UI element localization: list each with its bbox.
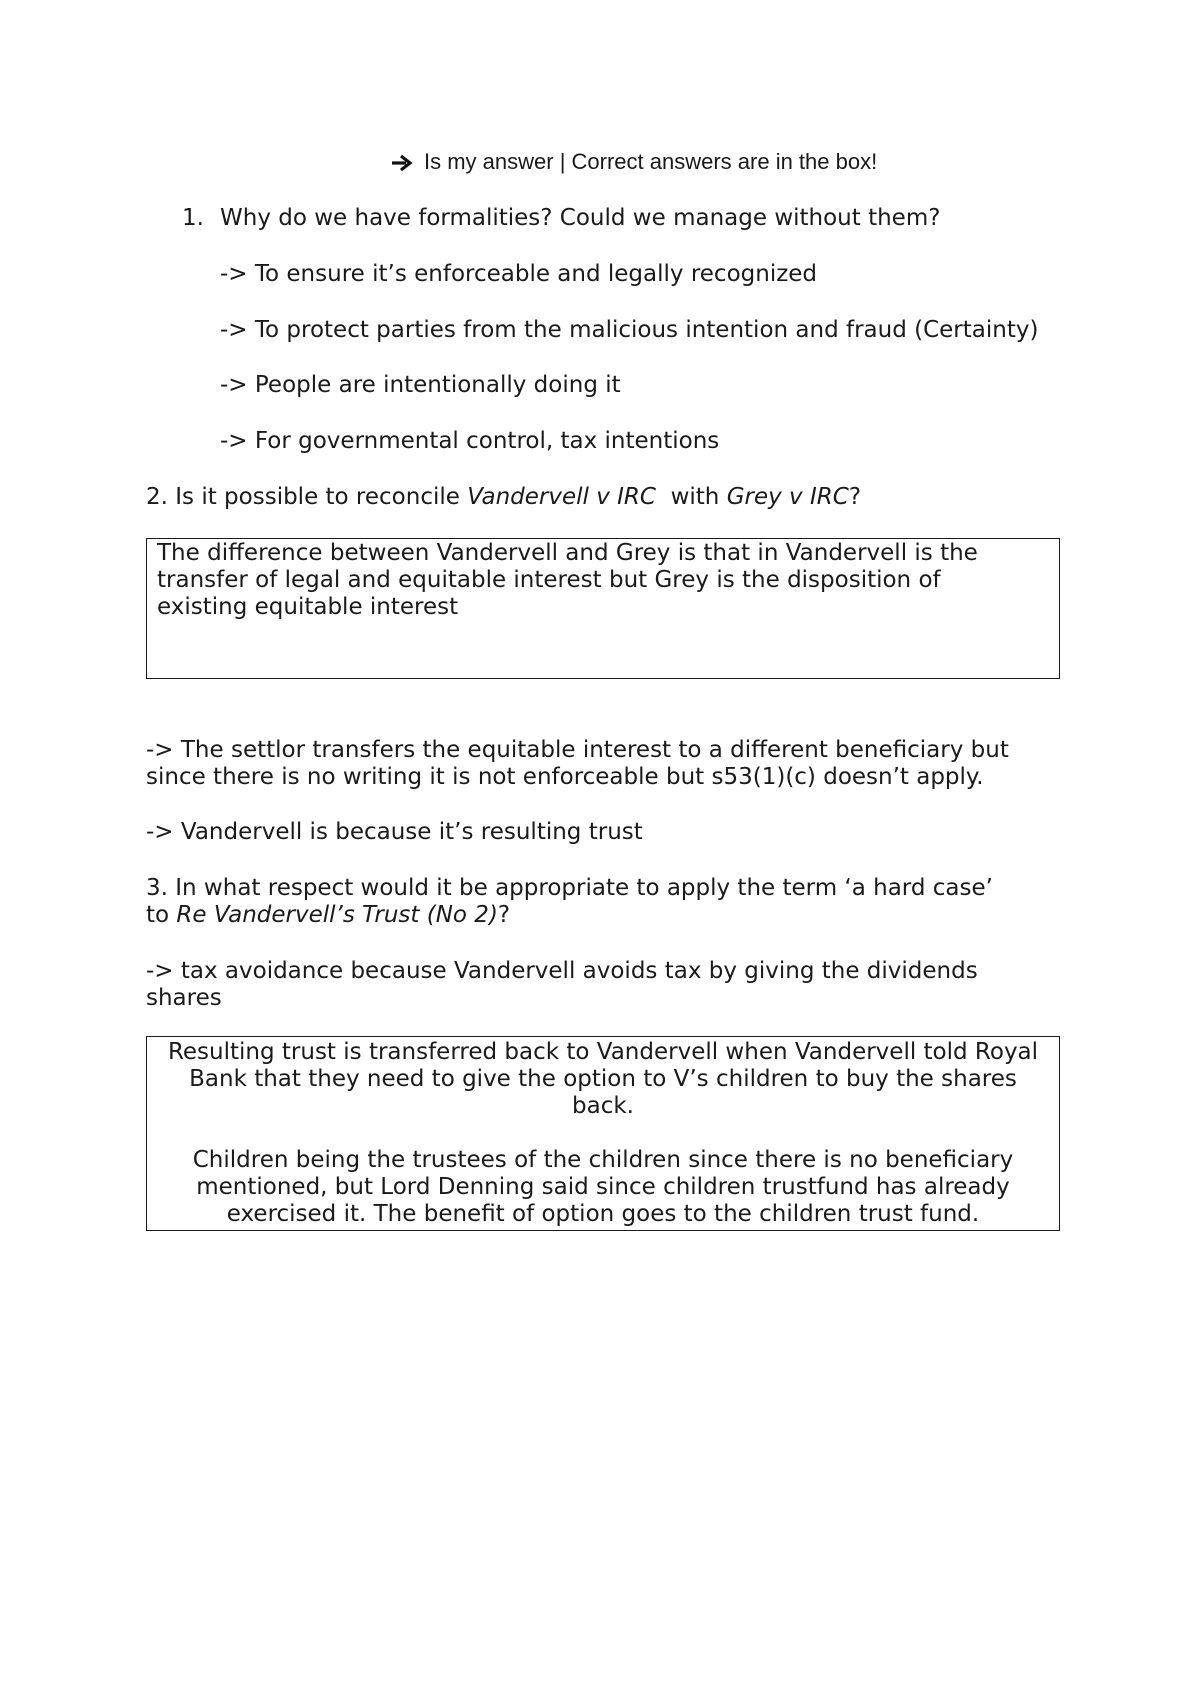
q1-answer-2: -> To protect parties from the malicious intention and fraud (Certainty) xyxy=(220,317,1039,343)
q3-box-line: Bank that they need to give the option to V’s children to buy the shares xyxy=(189,1066,1017,1092)
q3-box-line: back. xyxy=(572,1093,634,1119)
q2-box-line: existing equitable interest xyxy=(157,594,459,620)
q1-answer-1: -> To ensure it’s enforceable and legally recognized xyxy=(220,261,818,287)
q3-box-line: mentioned, but Lord Denning said since children trustfund has already xyxy=(196,1174,1010,1200)
q2-box-line: The difference between Vandervell and Grey is that in Vandervell is the xyxy=(157,540,978,566)
q2-case-vandervell: Vandervell v IRC xyxy=(467,484,656,510)
q3-answer-line-1: -> tax avoidance because Vandervell avoids tax by giving the dividends xyxy=(146,958,978,984)
q3-box-line: exercised it. The benefit of option goes to the children trust fund. xyxy=(226,1201,980,1227)
q1-number: 1. xyxy=(182,205,204,231)
q3-question-line-1: 3. In what respect would it be appropriate to apply the term ‘a hard case’ xyxy=(146,875,993,901)
q2-answer-1-line-1: -> The settlor transfers the equitable interest to a different beneficiary but xyxy=(146,737,1009,763)
q3-answer-line-2: shares xyxy=(146,985,222,1011)
q2-answer-2: -> Vandervell is because it’s resulting trust xyxy=(146,819,643,845)
page-header xyxy=(390,148,877,176)
header-text: Is my answer | Correct answers are in the box! xyxy=(424,149,878,174)
paragraph-gap xyxy=(157,1120,1049,1147)
q3-box-line: Resulting trust is transferred back to Vandervell when Vandervell told Royal xyxy=(167,1039,1039,1065)
arrow-right-icon xyxy=(390,152,414,172)
q1-question: Why do we have formalities? Could we manage without them? xyxy=(220,205,941,231)
q1-answer-3: -> People are intentionally doing it xyxy=(220,372,621,398)
q3-case-re-vandervell: Re Vandervell’s Trust (No 2) xyxy=(176,902,498,928)
q3-box-line: Children being the trustees of the children since there is no beneficiary xyxy=(192,1147,1014,1173)
q2-answer-1-line-2: since there is no writing it is not enforceable but s53(1)(c) doesn’t apply. xyxy=(146,764,984,790)
q1-answer-4: -> For governmental control, tax intentions xyxy=(220,428,720,454)
q3-correct-answer-box xyxy=(146,1036,1060,1231)
q3-question-line-2: to Re Vandervell’s Trust (No 2)? xyxy=(146,902,511,928)
q2-question: 2. Is it possible to reconcile Vandervell v IRC with Grey v IRC? xyxy=(146,484,862,510)
q2-case-grey: Grey v IRC xyxy=(726,484,849,510)
q2-box-line: transfer of legal and equitable interest but Grey is the disposition of xyxy=(157,567,941,593)
q2-correct-answer-box xyxy=(146,538,1060,679)
